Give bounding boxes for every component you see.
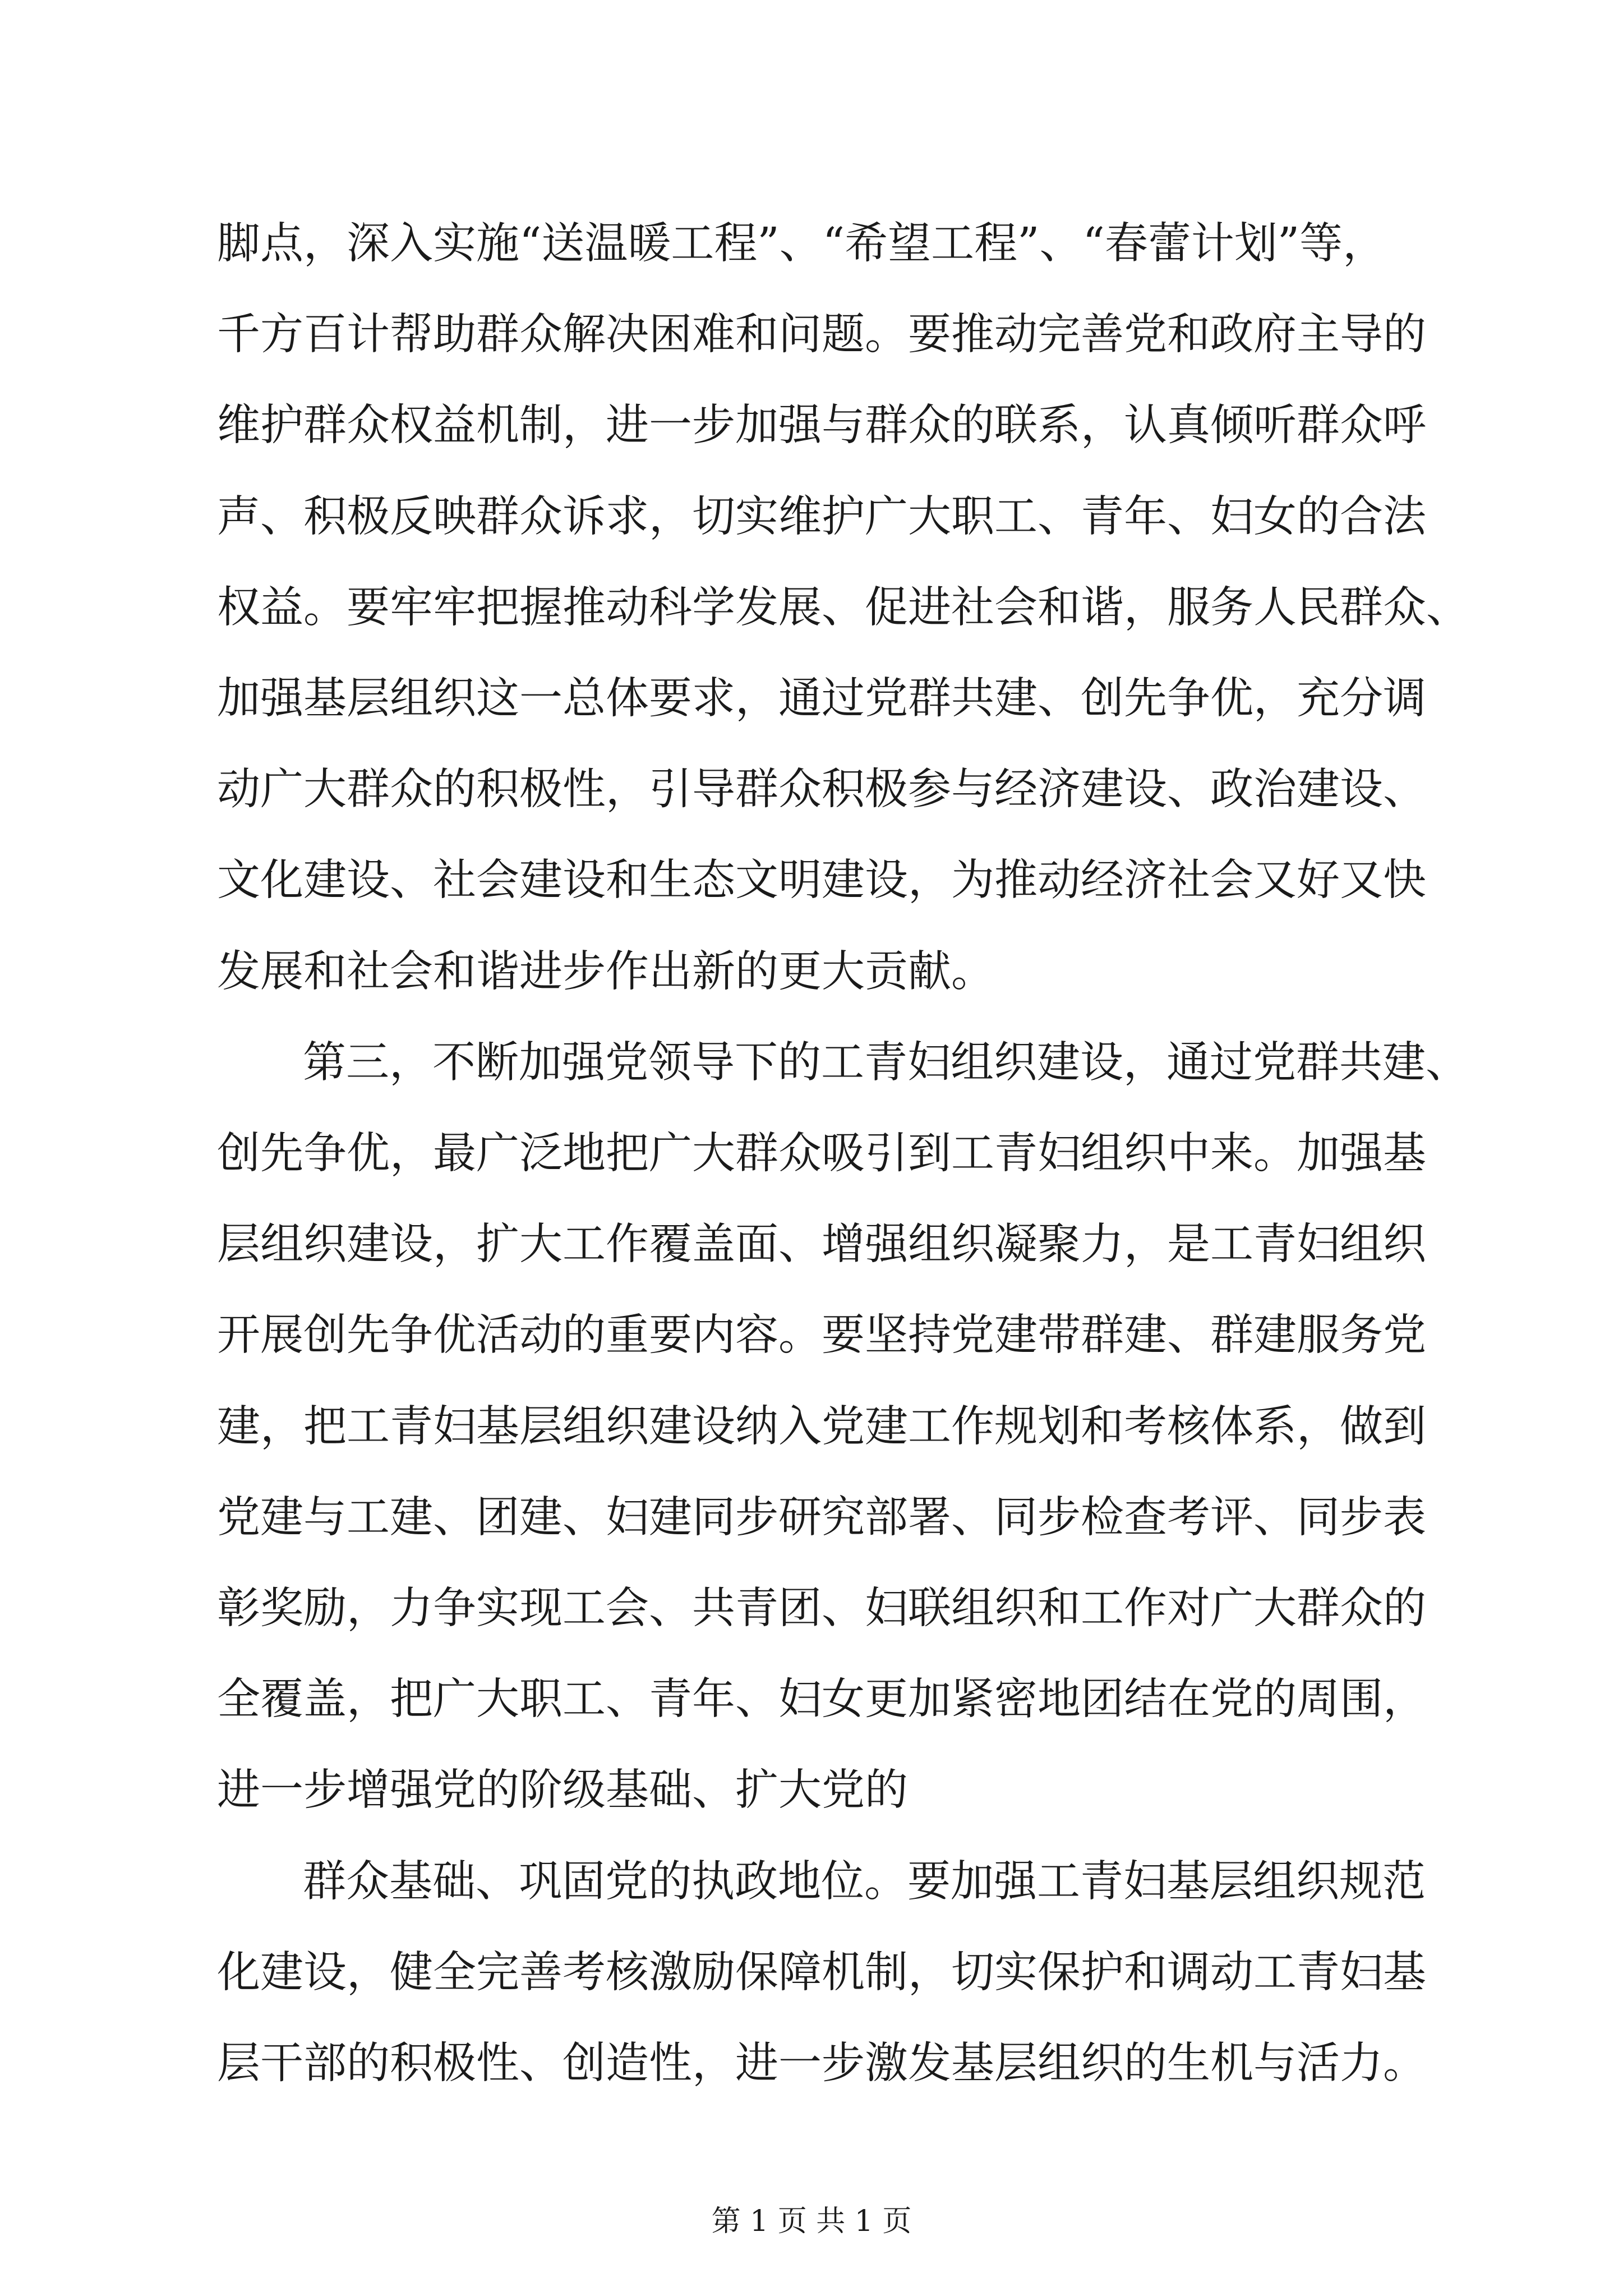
- page-footer: 第 1 页 共 1 页: [711, 2205, 912, 2238]
- text-line: 层组织建设，扩大工作覆盖面、增强组织凝聚力，是工青妇组织: [217, 1220, 1426, 1269]
- text-line: 化建设，健全完善考核激励保障机制，切实保护和调动工青妇基: [217, 1948, 1426, 1998]
- text-line: 全覆盖，把广大职工、青年、妇女更加紧密地团结在党的周围，: [217, 1674, 1426, 1724]
- text-line: 维护群众权益机制，进一步加强与群众的联系，认真倾听群众呼: [217, 401, 1426, 450]
- text-line: 发展和社会和谐进步作出新的更大贡献。: [217, 947, 994, 997]
- text-line: 彰奖励，力争实现工会、共青团、妇联组织和工作对广大群众的: [217, 1584, 1426, 1634]
- text-line: 层干部的积极性、创造性，进一步激发基层组织的生机与活力。: [217, 2039, 1426, 2088]
- text-line: 开展创先争优活动的重要内容。要坚持党建带群建、群建服务党: [217, 1310, 1426, 1360]
- text-line: 加强基层组织这一总体要求，通过党群共建、创先争优，充分调: [217, 674, 1426, 724]
- text-line: 脚点，深入实施“送温暖工程”、“希望工程”、“春蕾计划”等，: [217, 219, 1386, 269]
- text-line: 第三，不断加强党领导下的工青妇组织建设，通过党群共建、: [303, 1038, 1469, 1088]
- text-line: 群众基础、巩固党的执政地位。要加强工青妇基层组织规范: [303, 1857, 1426, 1907]
- text-line: 创先争优，最广泛地把广大群众吸引到工青妇组织中来。加强基: [217, 1129, 1426, 1179]
- text-line: 千方百计帮助群众解决困难和问题。要推动完善党和政府主导的: [217, 310, 1426, 360]
- text-line: 权益。要牢牢把握推动科学发展、促进社会和谐，服务人民群众、: [217, 583, 1469, 633]
- text-line: 声、积极反映群众诉求，切实维护广大职工、青年、妇女的合法: [217, 492, 1426, 542]
- text-line: 党建与工建、团建、妇建同步研究部署、同步检查考评、同步表: [217, 1493, 1426, 1543]
- text-line: 文化建设、社会建设和生态文明建设，为推动经济社会又好又快: [217, 855, 1426, 905]
- text-line: 建，把工青妇基层组织建设纳入党建工作规划和考核体系，做到: [217, 1402, 1426, 1452]
- text-line: 进一步增强党的阶级基础、扩大党的: [217, 1765, 908, 1815]
- text-line: 动广大群众的积极性，引导群众积极参与经济建设、政治建设、: [217, 765, 1426, 815]
